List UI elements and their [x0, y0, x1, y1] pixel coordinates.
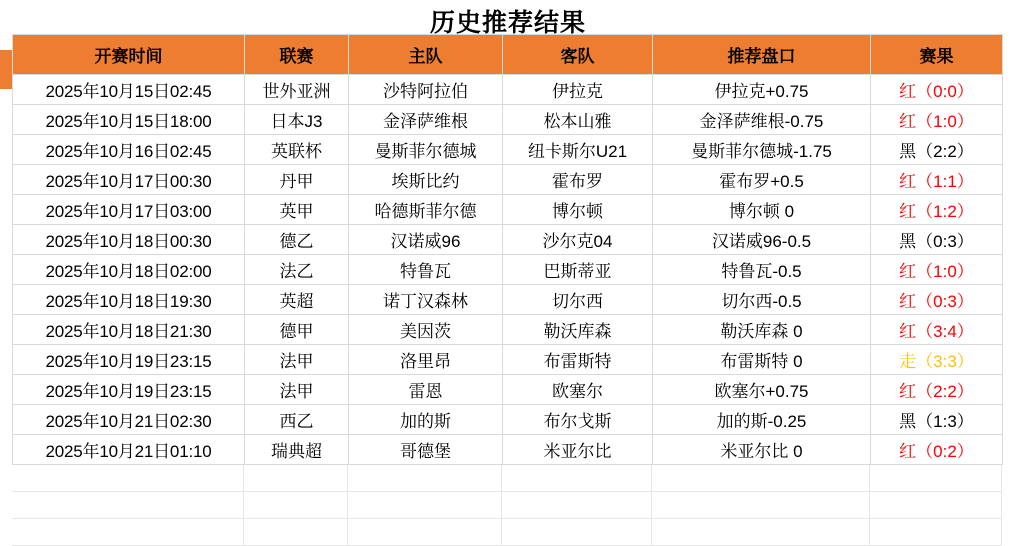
cell-home-team: 雷恩: [349, 375, 503, 405]
cell-league: 德乙: [245, 225, 349, 255]
table-row: [13, 435, 1003, 465]
empty-grid-cell: [502, 519, 652, 546]
cell-time: 2025年10月17日03:00: [13, 195, 245, 225]
column-header-pick: 推荐盘口: [653, 35, 871, 75]
empty-grid-cell: [502, 465, 652, 492]
empty-grid-cell: [244, 519, 348, 546]
cell-league: 法乙: [245, 255, 349, 285]
cell-pick: 加的斯-0.25: [653, 405, 871, 435]
cell-time: 2025年10月19日23:15: [13, 375, 245, 405]
cell-away-team: 霍布罗: [503, 165, 653, 195]
table-row: [13, 315, 1003, 345]
cell-home-team: 沙特阿拉伯: [349, 75, 503, 105]
cell-result: 红（0:2）: [871, 435, 1003, 465]
table-row: [13, 285, 1003, 315]
cell-time: 2025年10月21日02:30: [13, 405, 245, 435]
empty-grid-cell: [12, 519, 244, 546]
cell-away-team: 布尔戈斯: [503, 405, 653, 435]
cell-time: 2025年10月18日19:30: [13, 285, 245, 315]
cell-result: 红（0:0）: [871, 75, 1003, 105]
cell-away-team: 欧塞尔: [503, 375, 653, 405]
cell-result: 红（1:1）: [871, 165, 1003, 195]
cell-time: 2025年10月15日02:45: [13, 75, 245, 105]
column-header-time: 开赛时间: [13, 35, 245, 75]
empty-grid-cell: [244, 465, 348, 492]
empty-grid-area: [12, 465, 1002, 546]
table-row: [13, 405, 1003, 435]
cell-away-team: 巴斯蒂亚: [503, 255, 653, 285]
cell-pick: 伊拉克+0.75: [653, 75, 871, 105]
empty-grid-cell: [348, 465, 502, 492]
empty-grid-cell: [348, 519, 502, 546]
column-header-away: 客队: [503, 35, 653, 75]
cell-pick: 米亚尔比 0: [653, 435, 871, 465]
cell-away-team: 勒沃库森: [503, 315, 653, 345]
empty-grid-cell: [870, 519, 1002, 546]
empty-grid-cell: [652, 492, 870, 519]
cell-result: 红（3:4）: [871, 315, 1003, 345]
cell-pick: 切尔西-0.5: [653, 285, 871, 315]
cell-away-team: 米亚尔比: [503, 435, 653, 465]
table-row: [13, 225, 1003, 255]
cell-home-team: 哈德斯菲尔德: [349, 195, 503, 225]
cell-pick: 欧塞尔+0.75: [653, 375, 871, 405]
cell-away-team: 伊拉克: [503, 75, 653, 105]
cell-time: 2025年10月16日02:45: [13, 135, 245, 165]
cell-pick: 金泽萨维根-0.75: [653, 105, 871, 135]
cell-pick: 勒沃库森 0: [653, 315, 871, 345]
empty-grid-cell: [348, 492, 502, 519]
table-body: [13, 75, 1003, 465]
cell-pick: 布雷斯特 0: [653, 345, 871, 375]
cell-league: 法甲: [245, 345, 349, 375]
cell-pick: 汉诺威96-0.5: [653, 225, 871, 255]
cell-league: 英超: [245, 285, 349, 315]
table-row: [13, 375, 1003, 405]
cell-result: 黑（0:3）: [871, 225, 1003, 255]
cell-pick: 曼斯菲尔德城-1.75: [653, 135, 871, 165]
cell-away-team: 博尔顿: [503, 195, 653, 225]
cell-home-team: 加的斯: [349, 405, 503, 435]
table-row: [13, 105, 1003, 135]
column-header-league: 联赛: [245, 35, 349, 75]
cell-league: 瑞典超: [245, 435, 349, 465]
cell-pick: 特鲁瓦-0.5: [653, 255, 871, 285]
empty-grid-cell: [244, 492, 348, 519]
cell-time: 2025年10月17日00:30: [13, 165, 245, 195]
cell-away-team: 布雷斯特: [503, 345, 653, 375]
cell-home-team: 洛里昂: [349, 345, 503, 375]
empty-grid-cell: [12, 465, 244, 492]
empty-grid-row: [12, 519, 1002, 546]
cell-result: 黑（2:2）: [871, 135, 1003, 165]
cell-home-team: 哥德堡: [349, 435, 503, 465]
cell-away-team: 切尔西: [503, 285, 653, 315]
cell-home-team: 埃斯比约: [349, 165, 503, 195]
cell-away-team: 沙尔克04: [503, 225, 653, 255]
cell-home-team: 汉诺威96: [349, 225, 503, 255]
empty-grid-row: [12, 492, 1002, 519]
empty-grid-cell: [870, 492, 1002, 519]
table-row: [13, 165, 1003, 195]
header-accent-strip: [0, 50, 12, 89]
empty-grid-cell: [652, 519, 870, 546]
cell-result: 红（1:2）: [871, 195, 1003, 225]
cell-league: 西乙: [245, 405, 349, 435]
cell-league: 英联杯: [245, 135, 349, 165]
table-row: [13, 345, 1003, 375]
cell-pick: 霍布罗+0.5: [653, 165, 871, 195]
cell-time: 2025年10月18日00:30: [13, 225, 245, 255]
page-title: 历史推荐结果: [429, 9, 586, 37]
empty-grid-cell: [502, 492, 652, 519]
table-row: [13, 75, 1003, 105]
cell-home-team: 诺丁汉森林: [349, 285, 503, 315]
cell-time: 2025年10月18日21:30: [13, 315, 245, 345]
cell-league: 法甲: [245, 375, 349, 405]
cell-result: 黑（1:3）: [871, 405, 1003, 435]
cell-league: 德甲: [245, 315, 349, 345]
empty-grid-cell: [12, 492, 244, 519]
column-header-home: 主队: [349, 35, 503, 75]
cell-time: 2025年10月21日01:10: [13, 435, 245, 465]
cell-result: 红（2:2）: [871, 375, 1003, 405]
cell-home-team: 曼斯菲尔德城: [349, 135, 503, 165]
cell-result: 红（1:0）: [871, 105, 1003, 135]
table-row: [13, 195, 1003, 225]
column-header-result: 赛果: [871, 35, 1003, 75]
cell-result: 走（3:3）: [871, 345, 1003, 375]
empty-grid-row: [12, 465, 1002, 492]
cell-result: 红（1:0）: [871, 255, 1003, 285]
cell-time: 2025年10月18日02:00: [13, 255, 245, 285]
cell-away-team: 纽卡斯尔U21: [503, 135, 653, 165]
cell-pick: 博尔顿 0: [653, 195, 871, 225]
empty-grid-cell: [870, 465, 1002, 492]
cell-league: 丹甲: [245, 165, 349, 195]
table-header-row: [13, 35, 1003, 75]
history-results-table: [12, 34, 1003, 465]
cell-away-team: 松本山雅: [503, 105, 653, 135]
cell-result: 红（0:3）: [871, 285, 1003, 315]
cell-league: 日本J3: [245, 105, 349, 135]
cell-league: 世外亚洲: [245, 75, 349, 105]
cell-league: 英甲: [245, 195, 349, 225]
cell-home-team: 特鲁瓦: [349, 255, 503, 285]
cell-home-team: 美因茨: [349, 315, 503, 345]
cell-time: 2025年10月19日23:15: [13, 345, 245, 375]
table-row: [13, 255, 1003, 285]
cell-home-team: 金泽萨维根: [349, 105, 503, 135]
table-row: [13, 135, 1003, 165]
cell-time: 2025年10月15日18:00: [13, 105, 245, 135]
empty-grid-cell: [652, 465, 870, 492]
